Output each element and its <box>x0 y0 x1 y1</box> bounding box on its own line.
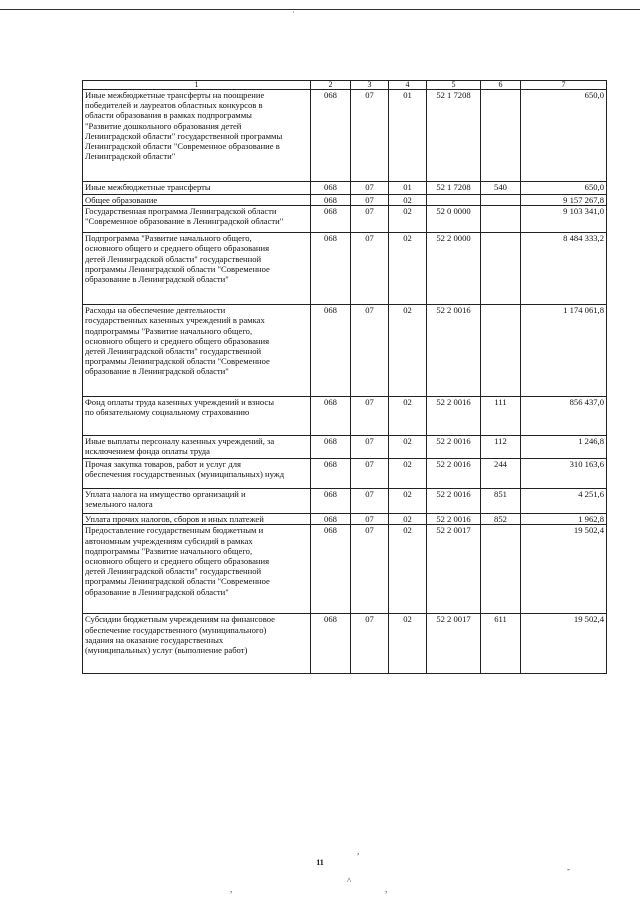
item-name-cell: Фонд оплаты труда казенных учреждений и взносы по обязательному социальному страхованию <box>83 397 311 436</box>
admin-code-cell: 068 <box>311 206 351 233</box>
item-name-cell: Подпрограмма "Развитие начального общего, основного общего и среднего общего образования детей Ленинградской области" государственной программы Ленинградской области "Современное образование в Ленинградской области" <box>83 233 311 305</box>
amount-cell: 4 251,6 <box>521 489 607 514</box>
subsection-code-cell: 02 <box>389 195 427 206</box>
subsection-code-cell: 01 <box>389 90 427 182</box>
amount-cell: 1 962,8 <box>521 514 607 525</box>
header-row <box>83 81 607 90</box>
table-row <box>83 195 607 206</box>
subsection-code-cell: 02 <box>389 525 427 614</box>
table-row <box>83 459 607 489</box>
target-article-cell: 52 0 0000 <box>427 206 481 233</box>
expense-type-cell <box>481 233 521 305</box>
table-row <box>83 305 607 397</box>
subsection-code-cell: 02 <box>389 514 427 525</box>
column-header: 6 <box>481 81 521 90</box>
admin-code-cell: 068 <box>311 489 351 514</box>
admin-code-cell: 068 <box>311 90 351 182</box>
target-article-cell: 52 2 0016 <box>427 459 481 489</box>
target-article-cell: 52 2 0000 <box>427 233 481 305</box>
amount-cell: 650,0 <box>521 182 607 195</box>
table-row <box>83 489 607 514</box>
amount-cell: 650,0 <box>521 90 607 182</box>
item-name-cell: Предоставление государственным бюджетным и автономным учреждениям субсидий в рамках подпрограммы "Развитие начального общего, основного общего и среднего общего образования детей Ленинградской области" государственной программы Ленинградской области "Современное образование в Ленинградской области" <box>83 525 311 614</box>
admin-code-cell: 068 <box>311 514 351 525</box>
amount-cell: 310 163,6 <box>521 459 607 489</box>
subsection-code-cell: 01 <box>389 182 427 195</box>
item-name-cell: Иные выплаты персоналу казенных учреждений, за исключением фонда оплаты труда <box>83 436 311 459</box>
subsection-code-cell: 02 <box>389 397 427 436</box>
target-article-cell: 52 2 0017 <box>427 525 481 614</box>
item-name-cell: Расходы на обеспечение деятельности государственных казенных учреждений в рамках подпрограммы "Развитие начального общего, основного общего и среднего общего образования детей Ленинградской области" государственной программы Ленинградской области "Современное образование в Ленинградской области" <box>83 305 311 397</box>
subsection-code-cell: 02 <box>389 489 427 514</box>
expense-type-cell: 540 <box>481 182 521 195</box>
item-name-cell: Государственная программа Ленинградской области "Современное образование в Ленинградской области" <box>83 206 311 233</box>
admin-code-cell: 068 <box>311 182 351 195</box>
scan-artifact: ^ <box>347 876 352 886</box>
section-code-cell: 07 <box>351 233 389 305</box>
section-code-cell: 07 <box>351 90 389 182</box>
table-row <box>83 90 607 182</box>
target-article-cell <box>427 195 481 206</box>
amount-cell: 8 484 333,2 <box>521 233 607 305</box>
table-row <box>83 182 607 195</box>
subsection-code-cell: 02 <box>389 305 427 397</box>
expense-type-cell <box>481 90 521 182</box>
expense-type-cell: 852 <box>481 514 521 525</box>
subsection-code-cell: 02 <box>389 233 427 305</box>
column-header: 3 <box>351 81 389 90</box>
table-row <box>83 514 607 525</box>
item-name-cell: Уплата налога на имущество организаций и земельного налога <box>83 489 311 514</box>
amount-cell: 19 502,4 <box>521 525 607 614</box>
table-row <box>83 525 607 614</box>
target-article-cell: 52 2 0016 <box>427 397 481 436</box>
admin-code-cell: 068 <box>311 525 351 614</box>
section-code-cell: 07 <box>351 489 389 514</box>
table-row <box>83 206 607 233</box>
item-name-cell: Иные межбюджетные трансферты <box>83 182 311 195</box>
admin-code-cell: 068 <box>311 436 351 459</box>
expense-type-cell: 112 <box>481 436 521 459</box>
section-code-cell: 07 <box>351 525 389 614</box>
amount-cell: 1 246,8 <box>521 436 607 459</box>
target-article-cell: 52 2 0016 <box>427 436 481 459</box>
section-code-cell: 07 <box>351 397 389 436</box>
scan-artifact: , <box>385 884 388 894</box>
target-article-cell: 52 1 7208 <box>427 182 481 195</box>
item-name-cell: Субсидии бюджетным учреждениям на финансовое обеспечение государственного (муниципального) задания на оказание государственных (муниципальных) услуг (выполнение работ) <box>83 614 311 674</box>
scan-artifact: , <box>357 846 360 856</box>
column-header: 5 <box>427 81 481 90</box>
admin-code-cell: 068 <box>311 195 351 206</box>
section-code-cell: 07 <box>351 182 389 195</box>
item-name-cell: Иные межбюджетные трансферты на поощрение победителей и лауреатов областных конкурсов в области образования в рамках подпрограммы "Развитие дошкольного образования детей Ленинградской области" государственной программы Ленинградской области "Современное образование в Ленинградской области" <box>83 90 311 182</box>
amount-cell: 856 437,0 <box>521 397 607 436</box>
section-code-cell: 07 <box>351 305 389 397</box>
section-code-cell: 07 <box>351 614 389 674</box>
amount-cell: 19 502,4 <box>521 614 607 674</box>
target-article-cell: 52 2 0016 <box>427 514 481 525</box>
table-row <box>83 233 607 305</box>
expense-type-cell <box>481 206 521 233</box>
amount-cell: 1 174 061,8 <box>521 305 607 397</box>
admin-code-cell: 068 <box>311 397 351 436</box>
target-article-cell: 52 2 0016 <box>427 489 481 514</box>
budget-table <box>82 80 607 674</box>
page-number: 11 <box>316 858 324 867</box>
amount-cell: 9 157 267,8 <box>521 195 607 206</box>
subsection-code-cell: 02 <box>389 436 427 459</box>
expense-type-cell <box>481 525 521 614</box>
table-row <box>83 436 607 459</box>
admin-code-cell: 068 <box>311 614 351 674</box>
section-code-cell: 07 <box>351 514 389 525</box>
admin-code-cell: 068 <box>311 233 351 305</box>
scan-artifact: ˙ <box>292 10 295 20</box>
amount-cell: 9 103 341,0 <box>521 206 607 233</box>
admin-code-cell: 068 <box>311 305 351 397</box>
item-name-cell: Общее образование <box>83 195 311 206</box>
target-article-cell: 52 2 0017 <box>427 614 481 674</box>
column-header: 7 <box>521 81 607 90</box>
column-header: 2 <box>311 81 351 90</box>
expense-type-cell: 611 <box>481 614 521 674</box>
subsection-code-cell: 02 <box>389 459 427 489</box>
expense-type-cell: 244 <box>481 459 521 489</box>
subsection-code-cell: 02 <box>389 614 427 674</box>
scan-artifact: - <box>567 864 570 874</box>
section-code-cell: 07 <box>351 436 389 459</box>
subsection-code-cell: 02 <box>389 206 427 233</box>
item-name-cell: Прочая закупка товаров, работ и услуг для обеспечения государственных (муниципальных) нужд <box>83 459 311 489</box>
expense-type-cell <box>481 305 521 397</box>
expense-type-cell: 111 <box>481 397 521 436</box>
target-article-cell: 52 1 7208 <box>427 90 481 182</box>
top-border-line <box>0 9 640 10</box>
column-header: 1 <box>83 81 311 90</box>
table-row <box>83 397 607 436</box>
item-name-cell: Уплата прочих налогов, сборов и иных платежей <box>83 514 311 525</box>
section-code-cell: 07 <box>351 195 389 206</box>
expense-type-cell: 851 <box>481 489 521 514</box>
section-code-cell: 07 <box>351 459 389 489</box>
expense-type-cell <box>481 195 521 206</box>
target-article-cell: 52 2 0016 <box>427 305 481 397</box>
table-row <box>83 614 607 674</box>
admin-code-cell: 068 <box>311 459 351 489</box>
section-code-cell: 07 <box>351 206 389 233</box>
column-header: 4 <box>389 81 427 90</box>
scan-artifact: , <box>230 884 233 894</box>
